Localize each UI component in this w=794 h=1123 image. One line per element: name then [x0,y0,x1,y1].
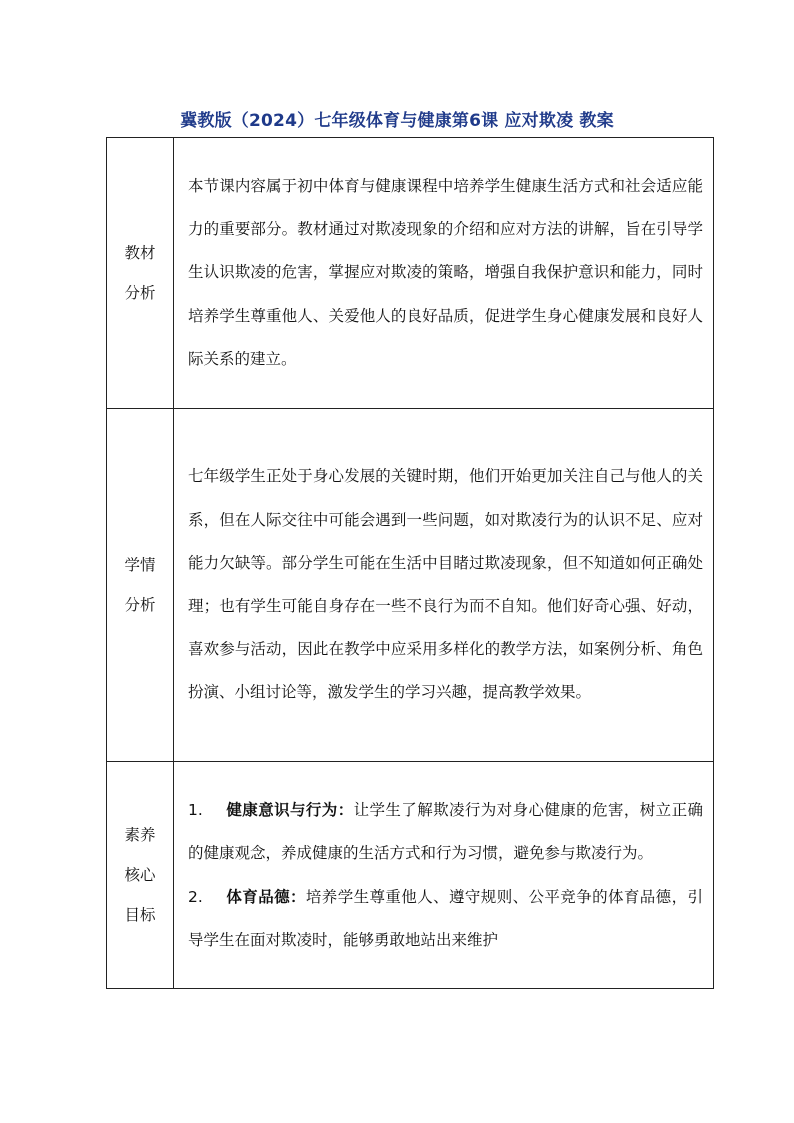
row-label-student-analysis [107,409,174,762]
goal-item-term: 体育品德： [226,887,306,906]
row-content-textbook-analysis: 本节课内容属于初中体育与健康课程中培养学生健康生活方式和社会适应能力的重要部分。教材通过对欺凌现象的介绍和应对方法的讲解，旨在引导学生认识欺凌的危害，掌握应对欺凌的策略，增强自我保护意识和能力，同时培养学生尊重他人、关爱他人的良好品质，促进学生身心健康发展和良好人际关系的建立。 [174,138,714,409]
row-label-line: 学情 [124,556,156,574]
row-label-line: 分析 [124,596,156,614]
row-label-line: 目标 [124,906,156,924]
goal-item-term: 健康意识与行为： [226,801,354,820]
goal-item-number: 2. [188,887,203,906]
goal-item-text: 让学生了解欺凌行为对身心健康的危害，树立正确的健康观念，养成健康的生活方式和行为习惯，避免参与欺凌行为。 [188,801,703,863]
lesson-plan-table [106,137,714,989]
row-content-student-analysis: 七年级学生正处于身心发展的关键时期，他们开始更加关注自己与他人的关系，但在人际交往中可能会遇到一些问题，如对欺凌行为的认识不足、应对能力欠缺等。部分学生可能在生活中目睹过欺凌现象，但不知道如何正确处理；也有学生可能自身存在一些不良行为而不自知。他们好奇心强、好动，喜欢参与活动，因此在教学中应采用多样化的教学方法，如案例分析、角色扮演、小组讨论等，激发学生的学习兴趣，提高教学效果。 [174,409,714,762]
document-title: 冀教版（2024）七年级体育与健康第6课 应对欺凌 教案 [180,111,614,131]
row-content-core-literacy-goals [174,762,714,989]
row-label-line: 素养 [124,826,156,844]
goal-item [188,789,703,875]
table-row-textbook-analysis [107,138,714,409]
row-label-core-literacy-goals [107,762,174,989]
goal-item-text: 培养学生尊重他人、遵守规则、公平竞争的体育品德，引导学生在面对欺凌时，能够勇敢地站出来维护 [188,887,703,949]
goal-item [188,876,703,962]
table-row-core-literacy-goals [107,762,714,989]
row-label-line: 分析 [124,284,156,302]
row-label-line: 核心 [124,866,156,884]
goal-item-number: 1. [188,801,203,820]
row-label-line: 教材 [124,244,156,262]
row-label-textbook-analysis [107,138,174,409]
table-row-student-analysis [107,409,714,762]
